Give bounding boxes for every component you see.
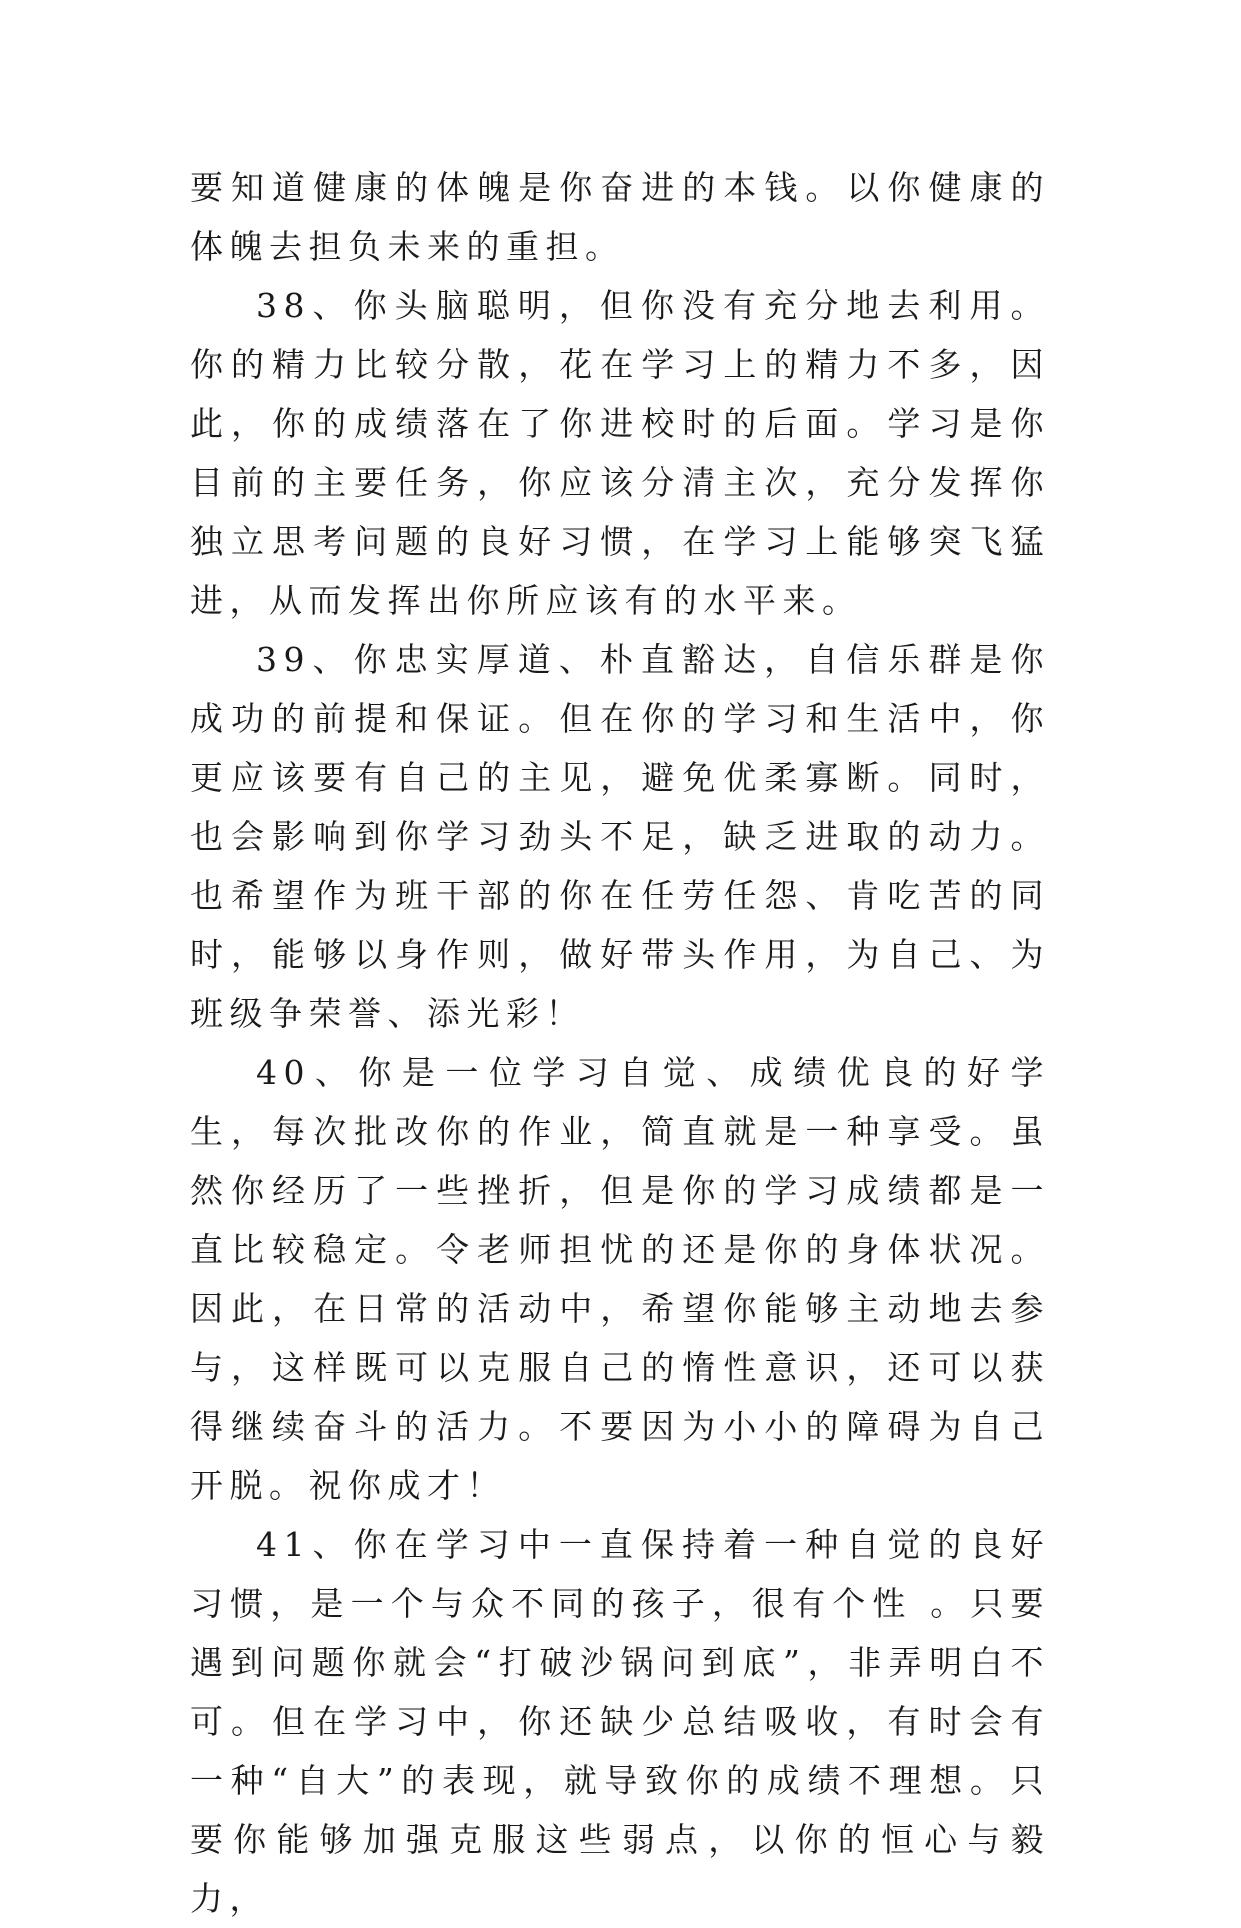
paragraph-38: 38、你头脑聪明，但你没有充分地去利用。你的精力比较分散，花在学习上的精力不多，因此，你的成绩落在了你进校时的后面。学习是你目前的主要任务，你应该分清主次，充分发挥你独立思考问题的良好习惯，在学习上能够突飞猛进，从而发挥出你所应该有的水平来。 <box>190 286 1050 620</box>
paragraph-40: 40、你是一位学习自觉、成绩优良的好学生，每次批改你的作业，简直就是一种享受。虽然你经历了一些挫折，但是你的学习成绩都是一直比较稳定。令老师担忧的还是你的身体状况。因此，在日常的活动中，希望你能够主动地去参与，这样既可以克服自己的惰性意识，还可以获得继续奋斗的活力。不要因为小小的障碍为自己开脱。祝你成才！ <box>190 1053 1050 1505</box>
paragraph-continued: 要知道健康的体魄是你奋进的本钱。以你健康的体魄去担负未来的重担。 <box>190 168 1050 266</box>
document-body <box>190 158 1050 1928</box>
paragraph-39: 39、你忠实厚道、朴直豁达，自信乐群是你成功的前提和保证。但在你的学习和生活中，你更应该要有自己的主见，避免优柔寡断。同时，也会影响到你学习劲头不足，缺乏进取的动力。也希望作为班干部的你在任劳任怨、肯吃苦的同时，能够以身作则，做好带头作用，为自己、为班级争荣誉、添光彩！ <box>190 640 1050 1033</box>
paragraph-41: 41、你在学习中一直保持着一种自觉的良好习惯，是一个与众不同的孩子，很有个性 。只要遇到问题你就会“打破沙锅问到底”，非弄明白不可。但在学习中，你还缺少总结吸收，有时会有一种“自大”的表现，就导致你的成绩不理想。只要你能够加强克服这些弱点，以你的恒心与毅力， <box>190 1525 1050 1918</box>
